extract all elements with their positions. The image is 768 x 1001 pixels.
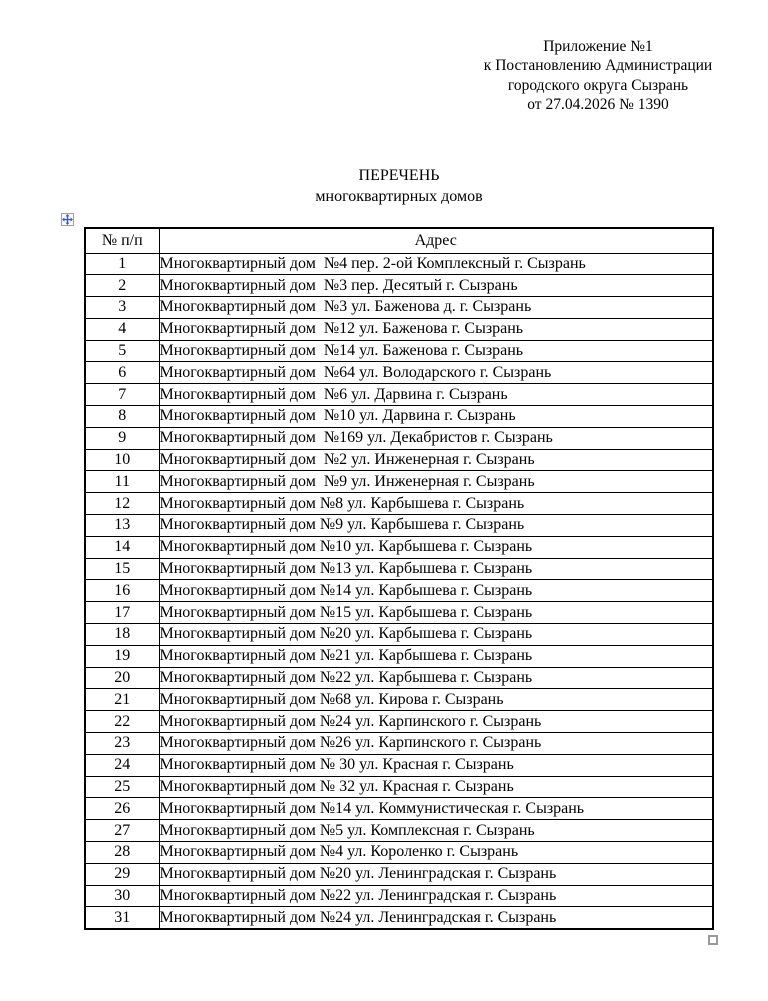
table-row: [85, 253, 713, 275]
table-header-row: [85, 228, 713, 253]
table-row: [85, 645, 713, 667]
table-row: [85, 318, 713, 340]
table-move-cross-icon: [62, 214, 73, 225]
row-address: Многоквартирный дом №4 пер. 2-ой Комплексный г. Сызрань: [159, 253, 713, 275]
row-address: Многоквартирный дом №10 ул. Карбышева г. Сызрань: [159, 536, 713, 558]
row-number: 10: [85, 449, 159, 471]
row-address: Многоквартирный дом №24 ул. Карпинского г. Сызрань: [159, 711, 713, 733]
row-number: 5: [85, 340, 159, 362]
row-address: Многоквартирный дом №21 ул. Карбышева г. Сызрань: [159, 645, 713, 667]
table-row: [85, 689, 713, 711]
row-number: 6: [85, 362, 159, 384]
table-row: [85, 340, 713, 362]
table-row: [85, 733, 713, 755]
annotation-block: [448, 37, 748, 114]
row-address: Многоквартирный дом №4 ул. Короленко г. Сызрань: [159, 842, 713, 864]
row-number: 20: [85, 667, 159, 689]
row-address: Многоквартирный дом №3 ул. Баженова д. г. Сызрань: [159, 297, 713, 319]
table-row: [85, 493, 713, 515]
annotation-line-4: от 27.04.2026 № 1390: [527, 95, 669, 113]
row-number: 17: [85, 602, 159, 624]
table-row: [85, 820, 713, 842]
table-row: [85, 536, 713, 558]
table-row: [85, 515, 713, 537]
table-row: [85, 602, 713, 624]
table-row: [85, 863, 713, 885]
annotation-line-3: городского округа Сызрань: [507, 76, 689, 94]
table-resize-handle[interactable]: [708, 935, 718, 945]
row-number: 30: [85, 885, 159, 907]
row-address: Многоквартирный дом №15 ул. Карбышева г. Сызрань: [159, 602, 713, 624]
row-number: 29: [85, 863, 159, 885]
row-number: 24: [85, 754, 159, 776]
row-address: Многоквартирный дом №2 ул. Инженерная г. Сызрань: [159, 449, 713, 471]
row-number: 12: [85, 493, 159, 515]
row-address: Многоквартирный дом №20 ул. Ленинградская г. Сызрань: [159, 863, 713, 885]
row-address: Многоквартирный дом №5 ул. Комплексная г. Сызрань: [159, 820, 713, 842]
table-row: [85, 885, 713, 907]
table-body: [85, 253, 713, 929]
row-number: 27: [85, 820, 159, 842]
row-address: Многоквартирный дом №64 ул. Володарского г. Сызрань: [159, 362, 713, 384]
row-address: Многоквартирный дом №20 ул. Карбышева г. Сызрань: [159, 624, 713, 646]
row-number: 22: [85, 711, 159, 733]
row-number: 2: [85, 275, 159, 297]
row-address: Многоквартирный дом №14 ул. Коммунистическая г. Сызрань: [159, 798, 713, 820]
row-number: 1: [85, 253, 159, 275]
row-number: 18: [85, 624, 159, 646]
table-row: [85, 427, 713, 449]
apartments-table: [84, 227, 714, 930]
table-row: [85, 471, 713, 493]
row-address: Многоквартирный дом №9 ул. Инженерная г. Сызрань: [159, 471, 713, 493]
table-row: [85, 711, 713, 733]
row-number: 7: [85, 384, 159, 406]
column-header-address: Адрес: [159, 228, 713, 253]
table-row: [85, 624, 713, 646]
table-row: [85, 667, 713, 689]
annotation-line-1: Приложение №1: [543, 38, 653, 55]
row-address: Многоквартирный дом №12 ул. Баженова г. Сызрань: [159, 318, 713, 340]
row-number: 21: [85, 689, 159, 711]
table-row: [85, 449, 713, 471]
doc-subtitle: многоквартирных домов: [315, 187, 483, 205]
row-address: Многоквартирный дом №6 ул. Дарвина г. Сызрань: [159, 384, 713, 406]
table-row: [85, 798, 713, 820]
row-number: 19: [85, 645, 159, 667]
table-row: [85, 362, 713, 384]
row-address: Многоквартирный дом №13 ул. Карбышева г. Сызрань: [159, 558, 713, 580]
table-row: [85, 580, 713, 602]
row-address: Многоквартирный дом №3 пер. Десятый г. Сызрань: [159, 275, 713, 297]
table-row: [85, 776, 713, 798]
table-move-handle[interactable]: [61, 213, 74, 226]
table-row: [85, 384, 713, 406]
row-address: Многоквартирный дом №14 ул. Карбышева г. Сызрань: [159, 580, 713, 602]
row-number: 14: [85, 536, 159, 558]
annotation-line-2: к Постановлению Администрации: [483, 57, 713, 75]
doc-title-block: [84, 166, 714, 207]
table-row: [85, 558, 713, 580]
table-row: [85, 754, 713, 776]
row-number: 8: [85, 406, 159, 428]
row-number: 28: [85, 842, 159, 864]
row-number: 31: [85, 907, 159, 929]
table-row: [85, 297, 713, 319]
table-row: [85, 842, 713, 864]
row-address: Многоквартирный дом №169 ул. Декабристов г. Сызрань: [159, 427, 713, 449]
row-address: Многоквартирный дом № 30 ул. Красная г. Сызрань: [159, 754, 713, 776]
row-address: Многоквартирный дом №24 ул. Ленинградская г. Сызрань: [159, 907, 713, 929]
row-address: Многоквартирный дом №8 ул. Карбышева г. Сызрань: [159, 493, 713, 515]
row-number: 9: [85, 427, 159, 449]
row-address: Многоквартирный дом №22 ул. Карбышева г. Сызрань: [159, 667, 713, 689]
row-number: 23: [85, 733, 159, 755]
row-number: 15: [85, 558, 159, 580]
table-row: [85, 907, 713, 929]
table-row: [85, 275, 713, 297]
row-number: 13: [85, 515, 159, 537]
row-address: Многоквартирный дом №22 ул. Ленинградская г. Сызрань: [159, 885, 713, 907]
row-address: Многоквартирный дом №26 ул. Карпинского г. Сызрань: [159, 733, 713, 755]
row-address: Многоквартирный дом №10 ул. Дарвина г. Сызрань: [159, 406, 713, 428]
table-row: [85, 406, 713, 428]
doc-title: ПЕРЕЧЕНЬ: [358, 167, 440, 184]
row-number: 26: [85, 798, 159, 820]
row-number: 16: [85, 580, 159, 602]
row-number: 11: [85, 471, 159, 493]
row-number: 3: [85, 297, 159, 319]
column-header-num: № п/п: [85, 228, 159, 253]
row-number: 25: [85, 776, 159, 798]
row-address: Многоквартирный дом №14 ул. Баженова г. Сызрань: [159, 340, 713, 362]
row-number: 4: [85, 318, 159, 340]
row-address: Многоквартирный дом №68 ул. Кирова г. Сызрань: [159, 689, 713, 711]
row-address: Многоквартирный дом №9 ул. Карбышева г. Сызрань: [159, 515, 713, 537]
row-address: Многоквартирный дом № 32 ул. Красная г. Сызрань: [159, 776, 713, 798]
